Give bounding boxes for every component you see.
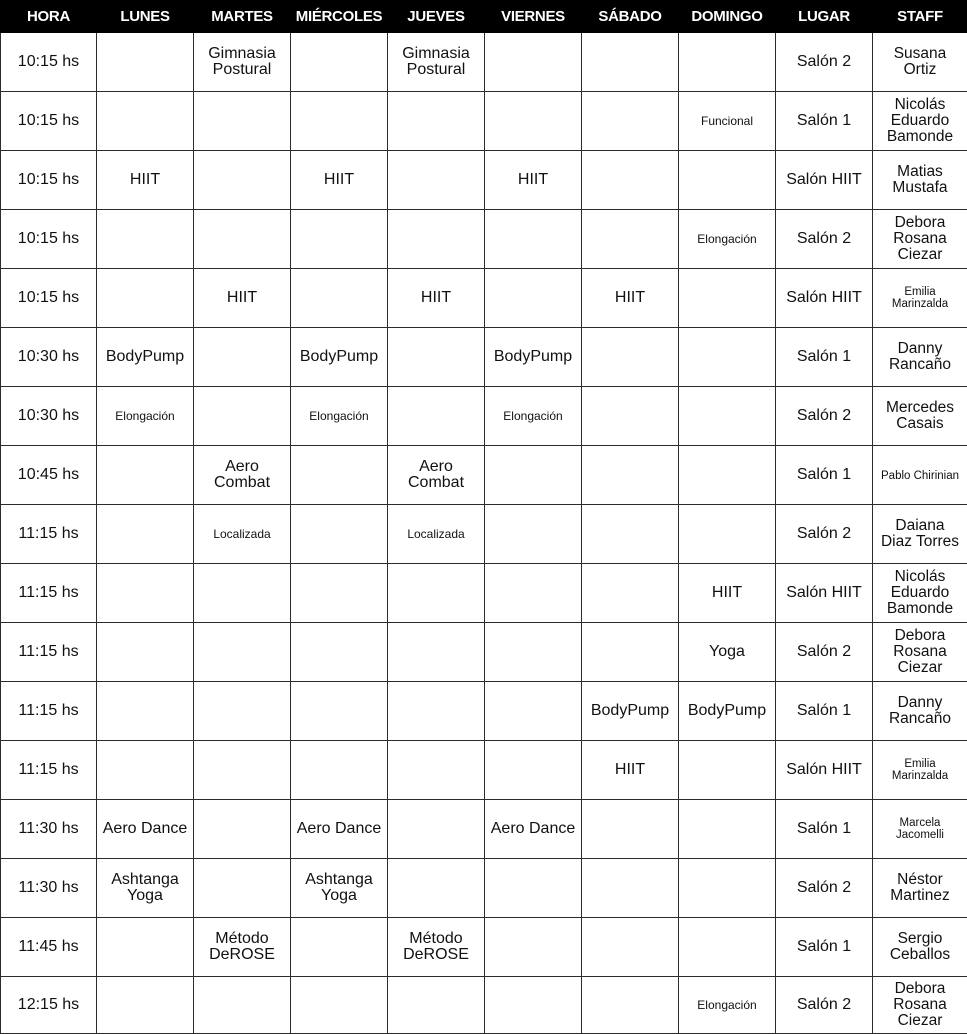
class-name: Localizada [213,528,270,541]
class-name: Elongación [309,410,368,423]
class-cell-jueves [388,800,485,859]
class-cell-jueves [388,387,485,446]
room-cell [776,33,873,92]
staff-name: Pablo Chirinian [881,470,959,482]
room-cell [776,564,873,623]
table-row [1,446,967,505]
staff-name: Danny Rancaño [889,341,951,373]
staff-cell [873,977,967,1034]
class-cell-lunes [97,505,194,564]
class-cell-jueves [388,151,485,210]
time-cell [1,918,97,977]
header-viernes: VIERNES [485,1,582,33]
table-row [1,505,967,564]
class-cell-miercoles [291,210,388,269]
class-cell-jueves [388,328,485,387]
table-row [1,151,967,210]
class-cell-miercoles [291,328,388,387]
class-cell-viernes [485,918,582,977]
staff-cell [873,92,967,151]
time-text: 10:15 hs [18,54,79,70]
table-row [1,328,967,387]
class-cell-sabado [582,151,679,210]
class-name: Ashtanga Yoga [305,872,373,904]
time-cell [1,92,97,151]
class-cell-miercoles [291,623,388,682]
class-cell-domingo [679,623,776,682]
class-cell-jueves [388,505,485,564]
room-text: Salón 1 [797,113,851,129]
room-cell [776,977,873,1034]
time-cell [1,623,97,682]
class-cell-domingo [679,682,776,741]
header-row [1,1,967,33]
staff-cell [873,33,967,92]
class-name: Yoga [709,644,745,660]
room-text: Salón HIIT [786,585,862,601]
staff-cell [873,564,967,623]
header-staff: STAFF [873,1,967,33]
class-cell-sabado [582,564,679,623]
staff-cell [873,623,967,682]
class-cell-martes [194,505,291,564]
class-cell-sabado [582,741,679,800]
class-cell-sabado [582,92,679,151]
staff-cell [873,918,967,977]
class-cell-lunes [97,33,194,92]
staff-cell [873,800,967,859]
class-name: HIIT [324,172,354,188]
class-cell-lunes [97,92,194,151]
class-cell-sabado [582,328,679,387]
class-cell-viernes [485,151,582,210]
time-cell [1,328,97,387]
room-text: Salón 2 [797,54,851,70]
class-cell-domingo [679,918,776,977]
class-name: Ashtanga Yoga [111,872,179,904]
staff-name: Emilia Marinzalda [892,758,948,782]
class-name: BodyPump [688,703,766,719]
class-cell-miercoles [291,977,388,1034]
staff-cell [873,151,967,210]
class-cell-lunes [97,387,194,446]
staff-name: Sergio Ceballos [890,931,950,963]
table-row [1,387,967,446]
staff-name: Néstor Martinez [890,872,949,904]
time-cell [1,387,97,446]
staff-name: Debora Rosana Ciezar [893,981,946,1029]
time-cell [1,33,97,92]
room-text: Salón 2 [797,880,851,896]
class-name: Aero Dance [491,821,576,837]
time-cell [1,269,97,328]
class-cell-sabado [582,33,679,92]
table-row [1,918,967,977]
staff-cell [873,446,967,505]
class-cell-martes [194,92,291,151]
class-cell-domingo [679,859,776,918]
room-cell [776,92,873,151]
class-cell-domingo [679,977,776,1034]
class-cell-martes [194,682,291,741]
header-domingo: DOMINGO [679,1,776,33]
class-cell-domingo [679,210,776,269]
staff-name: Debora Rosana Ciezar [893,628,946,676]
table-row [1,682,967,741]
class-cell-miercoles [291,800,388,859]
room-text: Salón HIIT [786,172,862,188]
class-name: HIIT [421,290,451,306]
class-cell-miercoles [291,269,388,328]
staff-name: Nicolás Eduardo Bamonde [887,97,953,145]
class-cell-domingo [679,505,776,564]
class-cell-domingo [679,328,776,387]
class-cell-viernes [485,33,582,92]
class-cell-sabado [582,387,679,446]
class-cell-domingo [679,387,776,446]
class-cell-viernes [485,682,582,741]
class-cell-viernes [485,564,582,623]
table-row [1,269,967,328]
class-cell-miercoles [291,446,388,505]
room-text: Salón 1 [797,467,851,483]
table-row [1,33,967,92]
time-cell [1,682,97,741]
class-cell-jueves [388,859,485,918]
room-cell [776,918,873,977]
time-cell [1,859,97,918]
class-name: Elongación [697,999,756,1012]
class-name: Gimnasia Postural [208,46,276,78]
header-miercoles: MIÉRCOLES [291,1,388,33]
staff-cell [873,682,967,741]
time-text: 11:45 hs [18,939,78,955]
class-cell-martes [194,269,291,328]
class-cell-jueves [388,623,485,682]
class-name: Aero Combat [408,459,464,491]
class-cell-martes [194,33,291,92]
staff-name: Marcela Jacomelli [896,817,944,841]
class-cell-lunes [97,564,194,623]
room-text: Salón 2 [797,997,851,1013]
class-cell-domingo [679,564,776,623]
staff-cell [873,741,967,800]
class-cell-martes [194,623,291,682]
header-sabado: SÁBADO [582,1,679,33]
class-cell-martes [194,328,291,387]
class-cell-martes [194,859,291,918]
time-text: 10:15 hs [18,113,79,129]
class-cell-miercoles [291,92,388,151]
staff-name: Debora Rosana Ciezar [893,215,946,263]
class-cell-viernes [485,328,582,387]
class-name: Aero Combat [214,459,270,491]
staff-cell [873,328,967,387]
class-name: BodyPump [106,349,184,365]
class-cell-jueves [388,682,485,741]
staff-name: Matias Mustafa [892,164,947,196]
room-cell [776,446,873,505]
class-name: Método DeROSE [403,931,469,963]
class-cell-viernes [485,210,582,269]
room-text: Salón 1 [797,939,851,955]
class-cell-domingo [679,269,776,328]
class-cell-sabado [582,505,679,564]
class-cell-miercoles [291,859,388,918]
time-text: 11:30 hs [18,880,78,896]
class-cell-martes [194,564,291,623]
class-cell-lunes [97,741,194,800]
class-name: Localizada [407,528,464,541]
class-cell-viernes [485,859,582,918]
time-cell [1,741,97,800]
class-cell-jueves [388,92,485,151]
class-cell-miercoles [291,33,388,92]
class-cell-domingo [679,800,776,859]
header-jueves: JUEVES [388,1,485,33]
time-text: 11:15 hs [18,703,78,719]
class-cell-viernes [485,741,582,800]
class-name: BodyPump [494,349,572,365]
class-cell-sabado [582,210,679,269]
table-row [1,741,967,800]
class-cell-sabado [582,918,679,977]
class-cell-lunes [97,800,194,859]
class-cell-viernes [485,269,582,328]
class-cell-domingo [679,741,776,800]
class-cell-lunes [97,446,194,505]
class-name: BodyPump [300,349,378,365]
class-cell-martes [194,977,291,1034]
class-cell-miercoles [291,151,388,210]
class-name: HIIT [615,762,645,778]
class-cell-miercoles [291,682,388,741]
class-cell-sabado [582,800,679,859]
time-cell [1,800,97,859]
staff-name: Emilia Marinzalda [892,286,948,310]
class-name: Elongación [503,410,562,423]
table-row [1,210,967,269]
room-text: Salón HIIT [786,762,862,778]
class-cell-miercoles [291,564,388,623]
class-cell-martes [194,918,291,977]
staff-name: Daiana Diaz Torres [881,518,959,550]
room-cell [776,210,873,269]
time-text: 10:15 hs [18,172,79,188]
class-cell-sabado [582,269,679,328]
class-cell-jueves [388,564,485,623]
room-text: Salón 2 [797,408,851,424]
class-name: Funcional [701,115,753,128]
room-cell [776,387,873,446]
class-name: Método DeROSE [209,931,275,963]
class-cell-miercoles [291,741,388,800]
table-row [1,564,967,623]
table-row [1,800,967,859]
class-name: BodyPump [591,703,669,719]
room-text: Salón 2 [797,526,851,542]
time-text: 10:30 hs [18,349,79,365]
class-cell-lunes [97,682,194,741]
class-cell-sabado [582,977,679,1034]
room-cell [776,151,873,210]
time-cell [1,564,97,623]
staff-cell [873,387,967,446]
class-cell-lunes [97,859,194,918]
class-cell-lunes [97,210,194,269]
class-cell-jueves [388,918,485,977]
room-cell [776,682,873,741]
class-cell-sabado [582,682,679,741]
class-cell-lunes [97,918,194,977]
class-cell-jueves [388,446,485,505]
class-cell-martes [194,151,291,210]
room-cell [776,505,873,564]
room-text: Salón 1 [797,349,851,365]
header-martes: MARTES [194,1,291,33]
class-cell-miercoles [291,387,388,446]
room-cell [776,623,873,682]
time-cell [1,977,97,1034]
class-cell-viernes [485,446,582,505]
class-cell-domingo [679,446,776,505]
staff-cell [873,210,967,269]
staff-cell [873,505,967,564]
class-cell-jueves [388,741,485,800]
room-text: Salón HIIT [786,290,862,306]
class-cell-martes [194,446,291,505]
time-text: 10:30 hs [18,408,79,424]
time-text: 11:15 hs [18,526,78,542]
class-cell-viernes [485,800,582,859]
class-cell-viernes [485,92,582,151]
class-cell-martes [194,800,291,859]
room-cell [776,800,873,859]
staff-cell [873,859,967,918]
room-cell [776,269,873,328]
class-cell-martes [194,210,291,269]
class-cell-martes [194,741,291,800]
time-text: 11:15 hs [18,762,78,778]
class-cell-viernes [485,623,582,682]
class-name: Aero Dance [103,821,188,837]
class-cell-miercoles [291,918,388,977]
time-cell [1,446,97,505]
class-cell-domingo [679,151,776,210]
table-row [1,623,967,682]
header-lugar: LUGAR [776,1,873,33]
class-cell-jueves [388,210,485,269]
class-name: Gimnasia Postural [402,46,470,78]
time-text: 10:45 hs [18,467,79,483]
class-cell-miercoles [291,505,388,564]
table-row [1,92,967,151]
class-name: HIIT [712,585,742,601]
staff-cell [873,269,967,328]
room-text: Salón 1 [797,703,851,719]
room-cell [776,859,873,918]
time-cell [1,210,97,269]
class-cell-sabado [582,859,679,918]
time-text: 11:15 hs [18,644,78,660]
time-text: 12:15 hs [18,997,79,1013]
class-cell-lunes [97,328,194,387]
class-name: Elongación [697,233,756,246]
room-cell [776,328,873,387]
time-text: 10:15 hs [18,231,79,247]
staff-name: Nicolás Eduardo Bamonde [887,569,953,617]
header-hora: HORA [1,1,97,33]
class-cell-viernes [485,505,582,564]
class-name: Aero Dance [297,821,382,837]
class-cell-lunes [97,151,194,210]
time-text: 11:15 hs [18,585,78,601]
staff-name: Danny Rancaño [889,695,951,727]
room-text: Salón 2 [797,231,851,247]
class-cell-jueves [388,977,485,1034]
class-name: HIIT [518,172,548,188]
class-cell-jueves [388,269,485,328]
class-cell-viernes [485,387,582,446]
class-cell-sabado [582,623,679,682]
time-text: 10:15 hs [18,290,79,306]
class-name: HIIT [615,290,645,306]
class-cell-lunes [97,269,194,328]
class-cell-domingo [679,33,776,92]
room-text: Salón 2 [797,644,851,660]
class-name: Elongación [115,410,174,423]
class-name: HIIT [227,290,257,306]
class-cell-viernes [485,977,582,1034]
class-name: HIIT [130,172,160,188]
staff-name: Susana Ortiz [894,46,947,78]
time-text: 11:30 hs [18,821,78,837]
table-row [1,977,967,1034]
class-cell-jueves [388,33,485,92]
class-cell-lunes [97,623,194,682]
staff-name: Mercedes Casais [886,400,954,432]
class-cell-sabado [582,446,679,505]
room-cell [776,741,873,800]
room-text: Salón 1 [797,821,851,837]
header-lunes: LUNES [97,1,194,33]
class-cell-lunes [97,977,194,1034]
table-row [1,859,967,918]
class-cell-domingo [679,92,776,151]
class-cell-martes [194,387,291,446]
time-cell [1,151,97,210]
time-cell [1,505,97,564]
